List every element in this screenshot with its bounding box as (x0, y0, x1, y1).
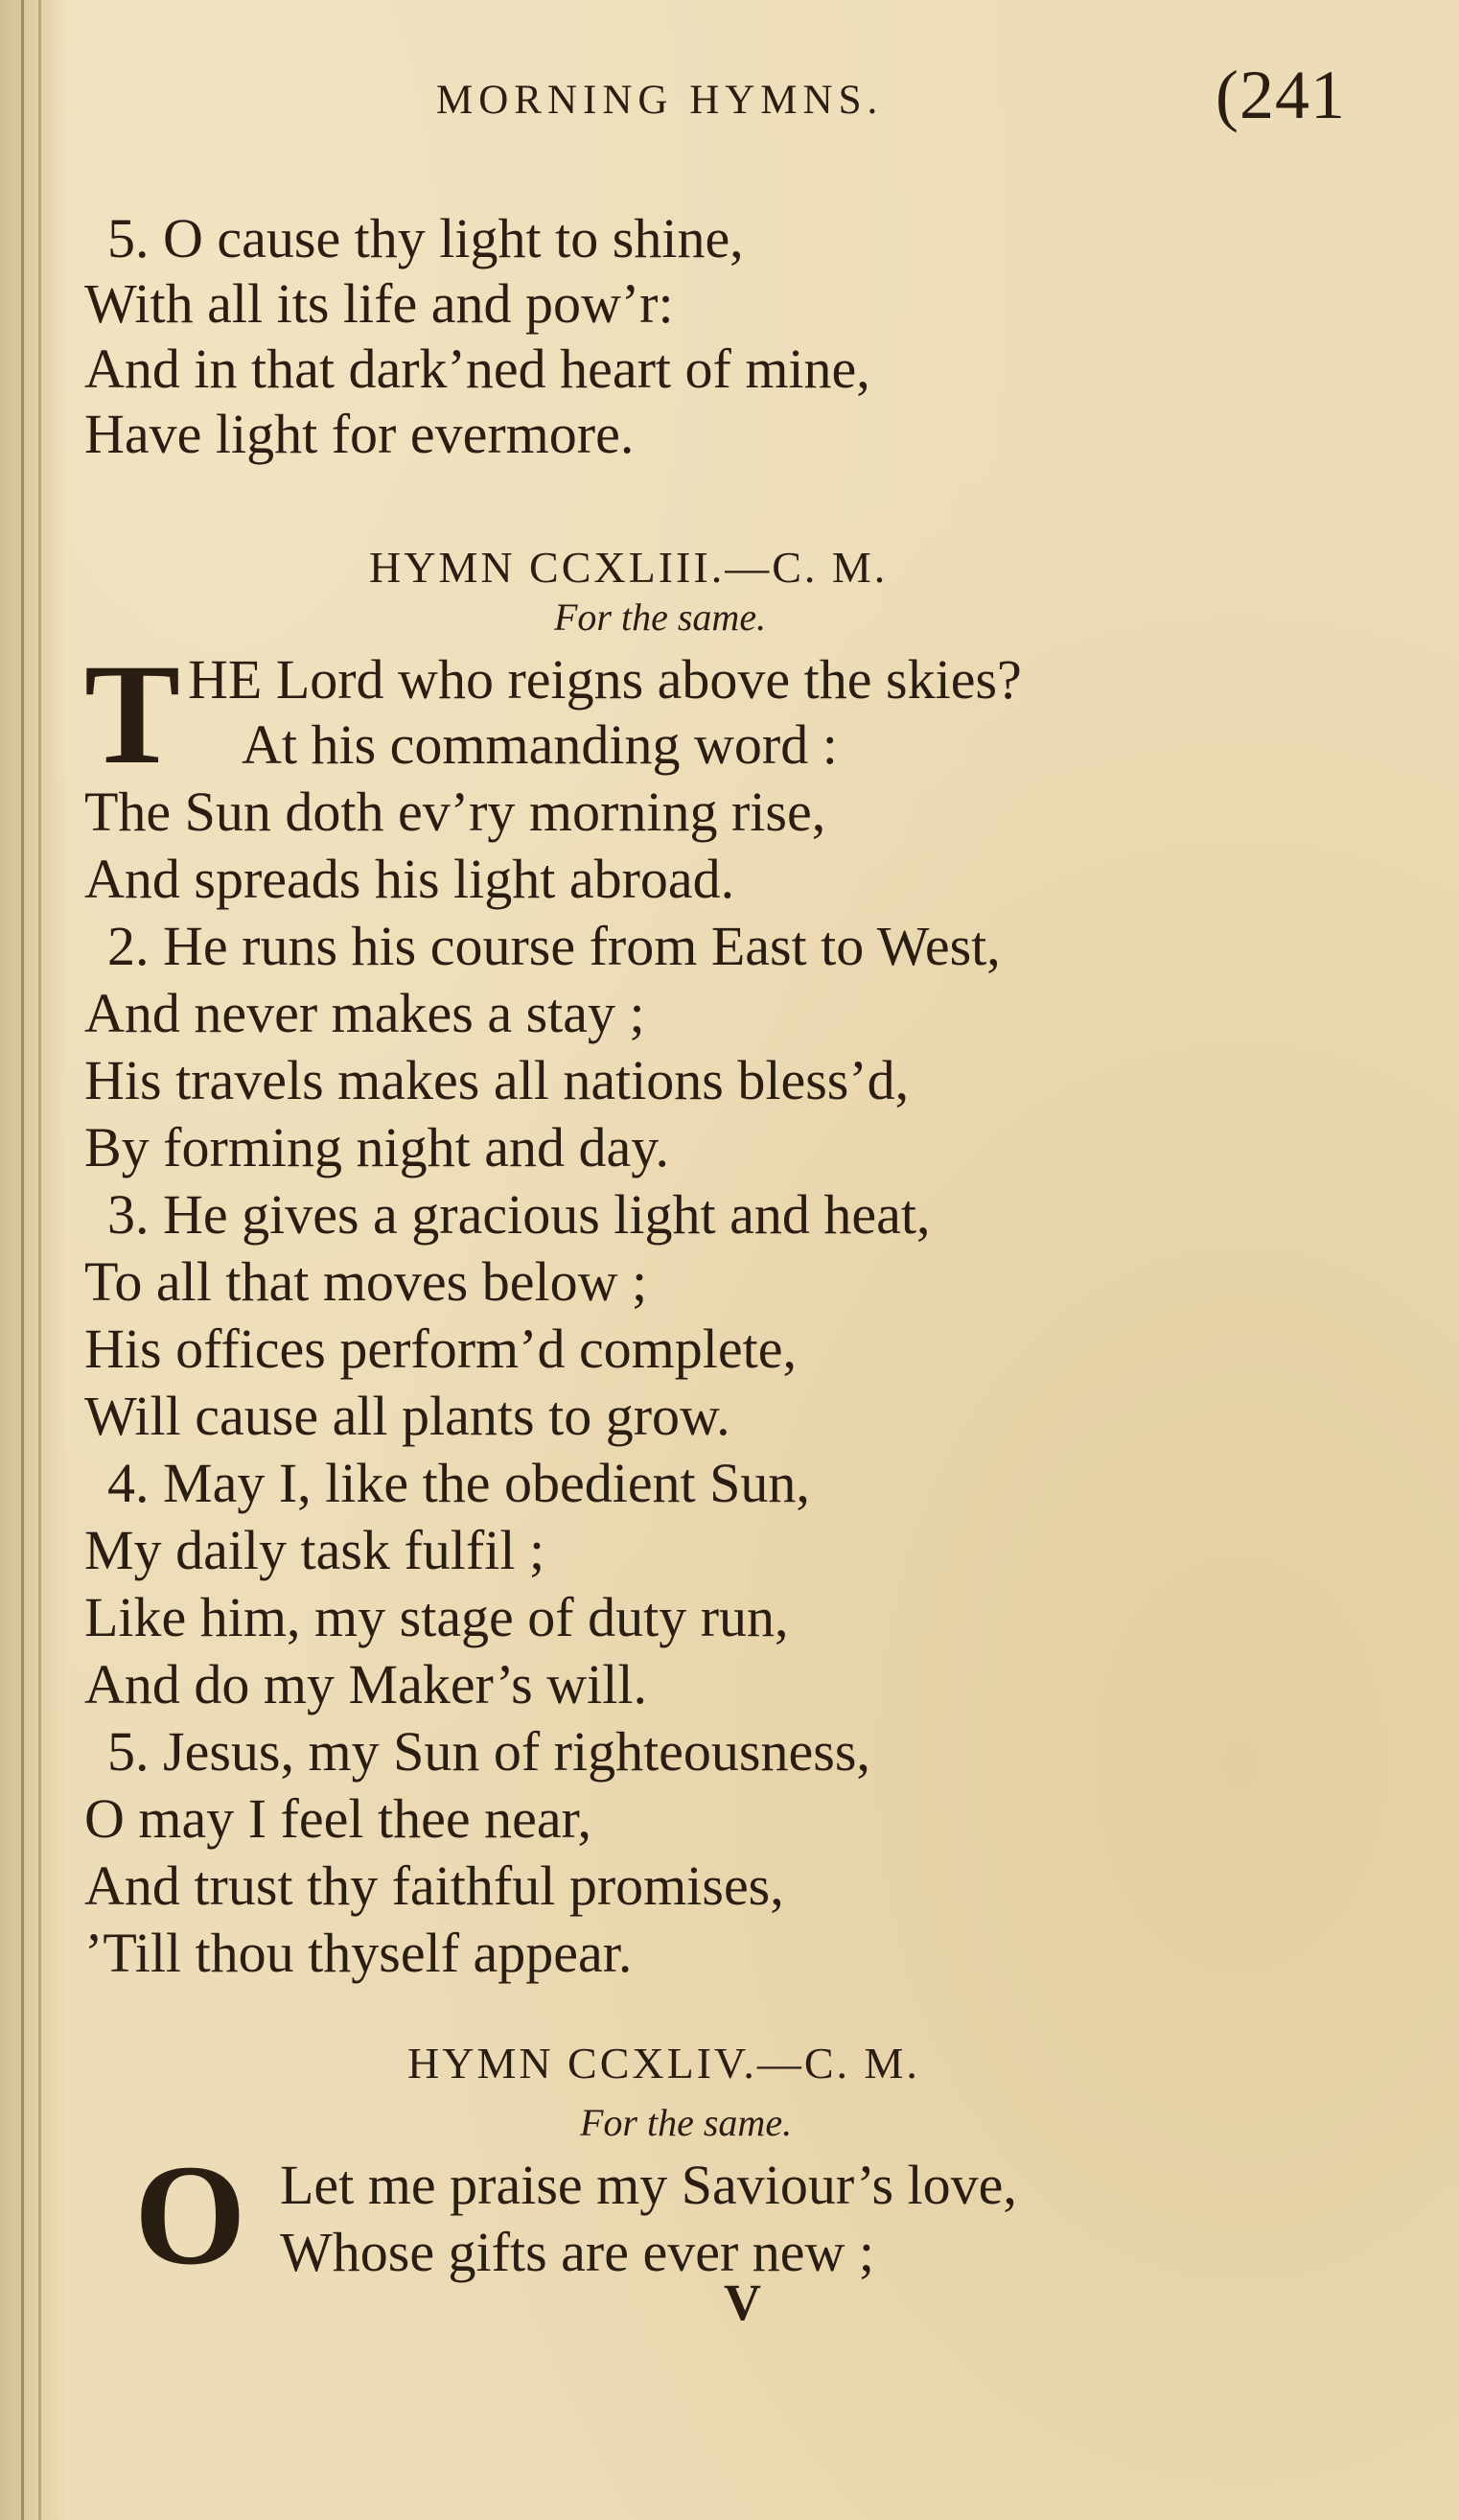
verse-line: 5. O cause thy light to shine, (107, 207, 744, 269)
verse-line: At his commanding word : (242, 713, 838, 776)
verse-line: His travels makes all nations bless’d, (84, 1049, 910, 1111)
gutter-line (21, 0, 24, 2520)
verse-line: 2. He runs his course from East to West, (107, 915, 1001, 977)
page-gutter (0, 0, 67, 2520)
verse-line: And never makes a stay ; (84, 982, 645, 1044)
verse-line: With all its life and pow’r: (84, 272, 674, 335)
verse-line: And do my Maker’s will. (84, 1653, 647, 1715)
running-title: MORNING HYMNS. (436, 78, 884, 123)
verse-line: And spreads his light abroad. (84, 848, 735, 910)
verse-line: Will cause all plants to grow. (84, 1385, 730, 1447)
verse-line: And trust thy faithful promises, (84, 1855, 784, 1917)
hymn-title: HYMN CCXLIII.—C. M. (369, 543, 889, 592)
gutter-line (38, 0, 41, 2520)
verse-line: Like him, my stage of duty run, (84, 1586, 789, 1648)
verse-line: 3. He gives a gracious light and heat, (107, 1183, 931, 1246)
verse-line: O may I feel thee near, (84, 1787, 592, 1850)
verse-line: To all that moves below ; (84, 1250, 648, 1313)
verse-line: The Sun doth ev’ry morning rise, (84, 781, 826, 843)
verse-line: And in that dark’ned heart of mine, (84, 338, 870, 400)
verse-line: His offices perform’d complete, (84, 1318, 798, 1380)
drop-cap: O (134, 2135, 246, 2295)
verse-line: Let me praise my Saviour’s love, (280, 2154, 1017, 2216)
hymn-subtitle: For the same. (554, 595, 767, 639)
verse-line: Have light for evermore. (84, 403, 635, 465)
verse-line: My daily task fulfil ; (84, 1519, 545, 1581)
signature-mark: V (724, 2274, 761, 2331)
hymn-title: HYMN CCXLIV.—C. M. (407, 2039, 920, 2088)
verse-line: 4. May I, like the obedient Sun, (107, 1452, 810, 1514)
hymn-subtitle: For the same. (580, 2101, 793, 2144)
drop-cap: T (84, 635, 181, 794)
verse-line: By forming night and day. (84, 1116, 669, 1178)
verse-line: ’Till thou thyself appear. (84, 1922, 633, 1984)
verse-line: 5. Jesus, my Sun of righteousness, (107, 1720, 870, 1783)
verse-line: Whose gifts are ever new ; (280, 2221, 875, 2283)
page-number: (241 (1216, 57, 1346, 133)
verse-line: HE Lord who reigns above the skies? (188, 648, 1022, 711)
